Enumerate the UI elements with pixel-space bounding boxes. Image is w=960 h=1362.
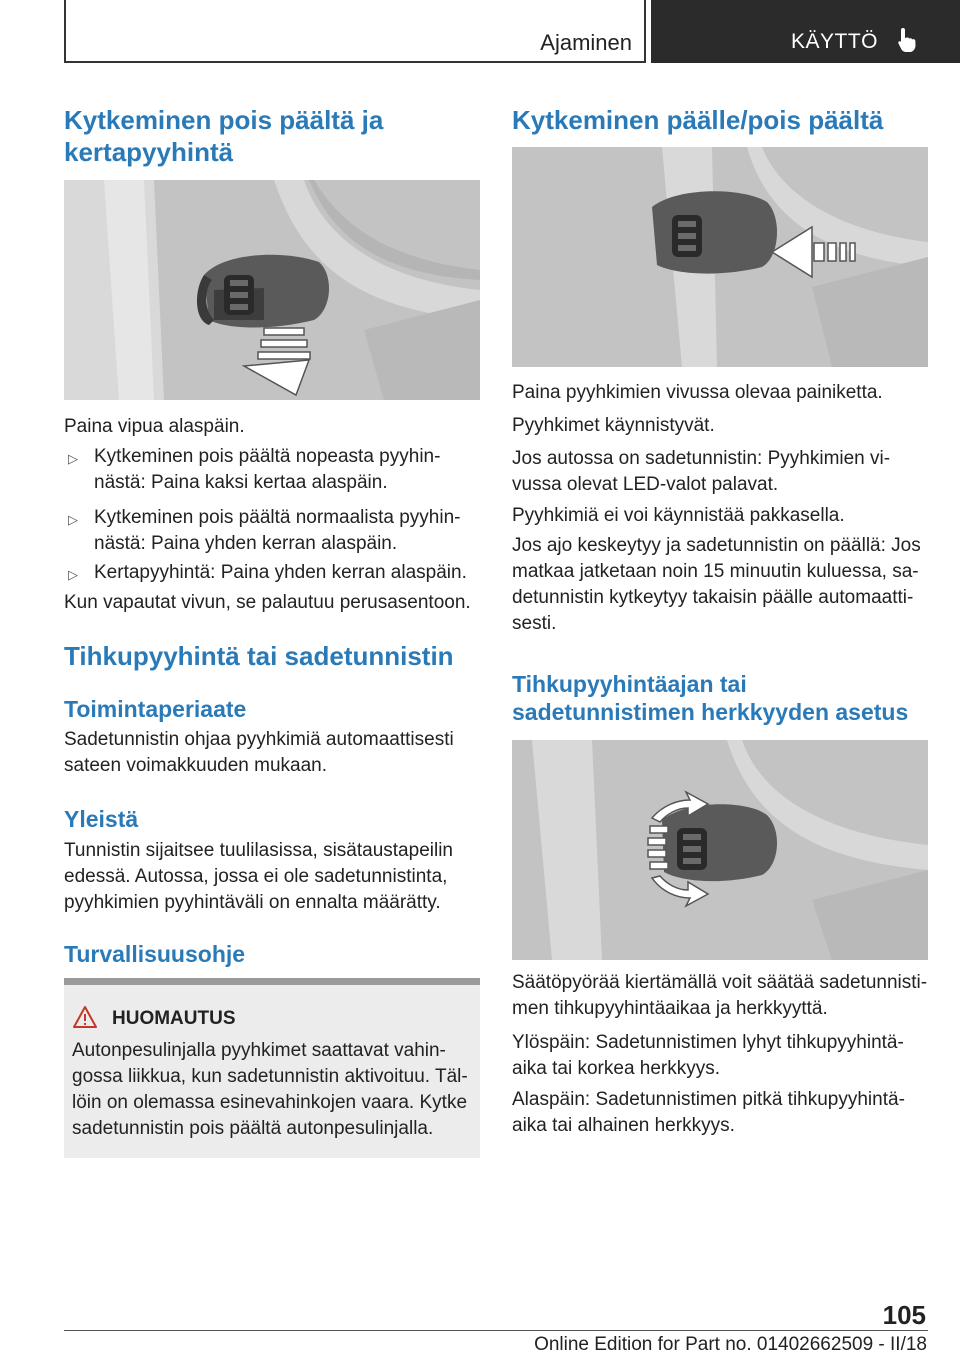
warning-label: HUOMAUTUS [112, 1008, 236, 1029]
warning-triangle-icon [72, 1005, 98, 1029]
paragraph [512, 446, 890, 498]
paragraph [512, 970, 927, 1022]
paragraph [64, 727, 454, 779]
paragraph-line: edessä. Autossa, jossa ei ole sadetunnistinta, [64, 866, 448, 887]
paragraph-line: vussa olevat LED-valot palavat. [512, 474, 779, 495]
paragraph-line: pyyhkimien pyyhintäväli on ennalta määrätty. [64, 892, 441, 913]
section-title [64, 104, 383, 168]
paragraph-line: matkaa jatketaan noin 15 minuutin kuluessa, sa‐ [512, 561, 919, 582]
subsection-title: Turvallisuusohje [64, 941, 246, 967]
page-number: 105 [882, 1300, 926, 1330]
pointing-hand-icon [894, 26, 922, 54]
paragraph-line: Alaspäin: Sadetunnistimen pitkä tihkupyyhintä‐ [512, 1089, 905, 1110]
intro-text: Paina vipua alaspäin. [64, 416, 245, 437]
list-item-line: nästä: Paina kaksi kertaa alaspäin. [94, 472, 388, 493]
wiper-button-illustration [512, 147, 928, 367]
subsection-title: Yleistä [64, 806, 139, 832]
section-tab [64, 0, 646, 63]
section-title-line: Kytkeminen pois päältä ja [64, 105, 384, 135]
paragraph-line: Sadetunnistin ohjaa pyyhkimiä automaattisesti [64, 729, 454, 750]
paragraph-line: sesti. [512, 613, 557, 634]
wiper-lever-down-drawing [64, 180, 480, 400]
section-title-line: kertapyyhintä [64, 137, 234, 167]
warning-text [72, 1038, 468, 1142]
wiper-button-drawing [512, 147, 928, 367]
triangle-bullet-icon: ▷ [68, 512, 78, 527]
paragraph-line: Ylöspäin: Sadetunnistimen lyhyt tihkupyyhintä‐ [512, 1032, 904, 1053]
subsection-title: Toimintaperiaate [64, 696, 247, 722]
paragraph-line: Säätöpyörää kiertämällä voit säätää sadetunnisti‐ [512, 972, 928, 993]
triangle-bullet-icon: ▷ [68, 451, 78, 466]
footer-divider [64, 1330, 928, 1331]
footer-edition-text: Online Edition for Part no. 01402662509 - II/18 [534, 1334, 927, 1355]
wiper-dial-drawing [512, 740, 928, 960]
warning-bar [64, 978, 480, 985]
section-title: Kytkeminen päälle/pois päältä [512, 105, 884, 135]
warning-line: Autonpesulinjalla pyyhkimet saattavat vahin‐ [72, 1040, 446, 1061]
triangle-bullet-icon: ▷ [68, 567, 78, 582]
paragraph-line: men tihkupyyhintäaikaa ja herkkyyttä. [512, 998, 828, 1019]
warning-line: löin on olemassa esinevahinkojen vaara. Kytke [72, 1092, 468, 1113]
paragraph [512, 533, 921, 637]
wiper-dial-illustration [512, 740, 928, 960]
footer-edition [0, 1334, 960, 1356]
paragraph-line: aika tai alhainen herkkyys. [512, 1115, 735, 1136]
list-item-line: nästä: Paina yhden kerran alaspäin. [94, 533, 398, 554]
list-item-line: Kertapyyhintä: Paina yhden kerran alaspäin. [94, 562, 467, 583]
section2-title: Tihkupyyhintä tai sadetunnistin [64, 641, 454, 671]
paragraph [512, 1030, 904, 1082]
paragraph [64, 838, 453, 916]
list-item-line: Kytkeminen pois päältä normaalista pyyhin‐ [94, 507, 461, 528]
paragraph [512, 1087, 905, 1139]
warning-line: sadetunnistin pois päältä autonpesulinjalla. [72, 1118, 434, 1139]
section-label: Ajaminen [540, 30, 632, 55]
paragraph-line: detunnistin kytkeytyy takaisin päälle automaatti‐ [512, 587, 914, 608]
paragraph-line: sateen voimakkuuden mukaan. [64, 755, 327, 776]
section-title-line: Tihkupyyhintäajan tai [512, 671, 747, 697]
list-item [94, 560, 467, 586]
paragraph-line: Tunnistin sijaitsee tuulilasissa, sisätaustapeilin [64, 840, 453, 861]
paragraph-line: Jos ajo keskeytyy ja sadetunnistin on päällä: Jos [512, 535, 921, 556]
list-item-line: Kytkeminen pois päältä nopeasta pyyhin‐ [94, 446, 441, 467]
warning-line: gossa liikkua, kun sadetunnistin aktivoituu. Täl‐ [72, 1066, 468, 1087]
wiper-lever-down-illustration [64, 180, 480, 400]
list-item [94, 444, 440, 496]
section-title [512, 670, 908, 726]
paragraph: Pyyhkimiä ei voi käynnistää pakkasella. [512, 505, 845, 526]
list-item [94, 505, 460, 557]
release-text: Kun vapautat vivun, se palautuu perusasentoon. [64, 592, 471, 613]
paragraph-line: Jos autossa on sadetunnistin: Pyyhkimien vi‐ [512, 448, 891, 469]
chapter-label: KÄYTTÖ [791, 30, 879, 53]
section-title-line: sadetunnistimen herkkyyden asetus [512, 699, 909, 725]
page-header [0, 0, 960, 66]
paragraph-line: aika tai korkea herkkyys. [512, 1058, 721, 1079]
paragraph: Pyyhkimet käynnistyvät. [512, 415, 715, 436]
paragraph: Paina pyyhkimien vivussa olevaa painiketta. [512, 382, 883, 403]
